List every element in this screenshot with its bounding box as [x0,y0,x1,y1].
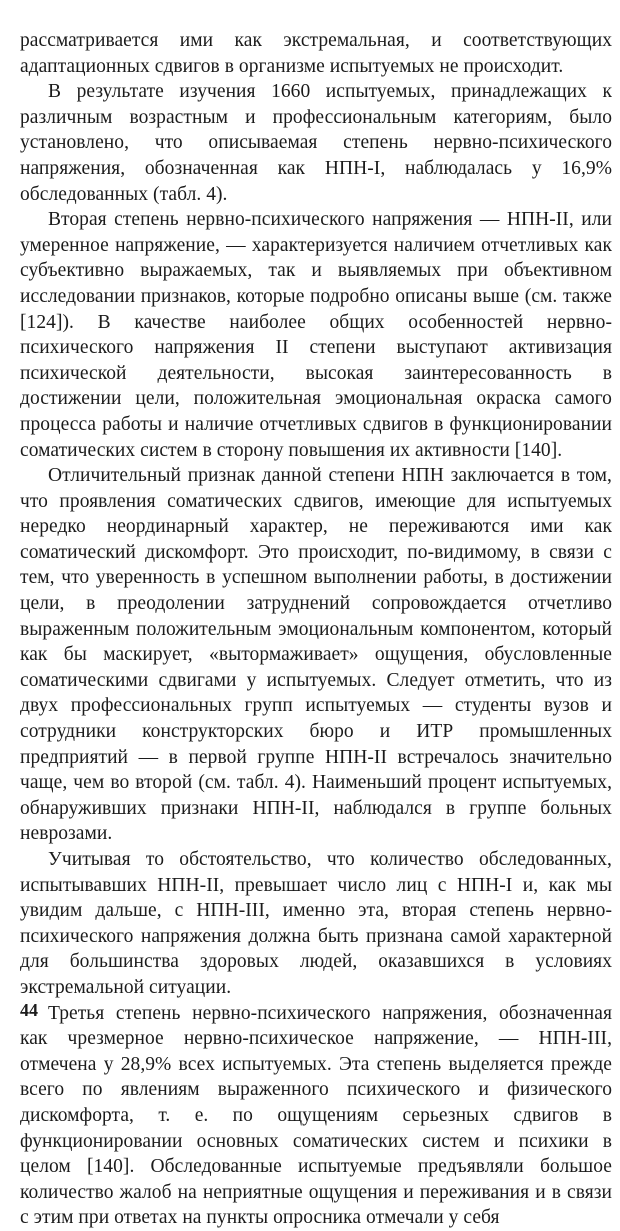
page-number: 44 [20,1000,38,1020]
paragraph-npn-2-description: Вторая степень нервно-психического напряжения — НПН-II, или умеренное напряжение, — характеризуется наличием отчетливых как субъективно выражаемых, так и выявляемых при объективном исследовании признаков, которые подробно описаны выше (см. также [124]). В качестве наиболее общих особенностей нервно-психического напряжения II степени выступают активизация психической деятельности, высокая заинтересованность в достижении цели, положительная эмоциональная окраска самого процесса работы и наличие отчетливых сдвигов в функционировании соматических систем в сторону повышения их активности [140]. [20,209,612,461]
paragraph-npn-2-distinctive-feature: Отличительный признак данной степени НПН заключается в том, что проявления соматических сдвигов, имеющие для испытуемых нередко неординарный характер, не переживаются ими как соматический дискомфорт. Это происходит, по-видимому, в связи с тем, что уверенность в успешном выполнении работы, в достижении цели, в преодолении затруднений сопровождается отчетливо выраженным положительным эмоциональным компонентом, который как бы маскирует, «вытормаживает» ощущения, обусловленные соматическими сдвигами у испытуемых. Следует отметить, что из двух профессиональных групп испытуемых — студенты вузов и сотрудники конструкторских бюро и ИТР промышленных предприятий — в первой группе НПН-II встречалось значительно чаще, чем во второй (см. табл. 4). Наименьший процент испытуемых, обнаруживших признаки НПН-II, наблюдался в группе больных неврозами. [20,465,612,845]
paragraph-npn-3-description: Третья степень нервно-психического напряжения, обозначенная как чрезмерное нервно-психическое напряжение, — НПН-III, отмечена у 28,9% всех испытуемых. Эта степень выделяется прежде всего по явлениям выраженного психического и физического дискомфорта, т. е. по ощущениям серьезных сдвигов в функционировании основных соматических систем и психики в целом [140]. Обследованные испытуемые предъявляли большое количество жалоб на неприятные ощущения и переживания и в связи с этим при ответах на пункты опросника отмечали у себя [20,1002,612,1229]
paragraph-continuation: рассматривается ими как экстремальная, и соответствующих адаптационных сдвигов в организме испытуемых не происходит. [20,30,612,77]
paragraph-npn-1-results: В результате изучения 1660 испытуемых, принадлежащих к различным возрастным и профессиональным категориям, было установлено, что описываемая степень нервно-психического напряжения, обозначенная как НПН-I, наблюдалась у 16,9% обследованных (табл. 4). [20,81,612,205]
text-column [20,28,612,1231]
paragraph-npn-2-prevalence: Учитывая то обстоятельство, что количество обследованных, испытывавших НПН-II, превышает число лиц с НПН-I и, как мы увидим дальше, с НПН-III, именно эта, вторая степень нервно-психического напряжения должна быть признана самой характерной для большинства здоровых людей, оказавшихся в условиях экстремальной ситуации. [20,849,612,998]
